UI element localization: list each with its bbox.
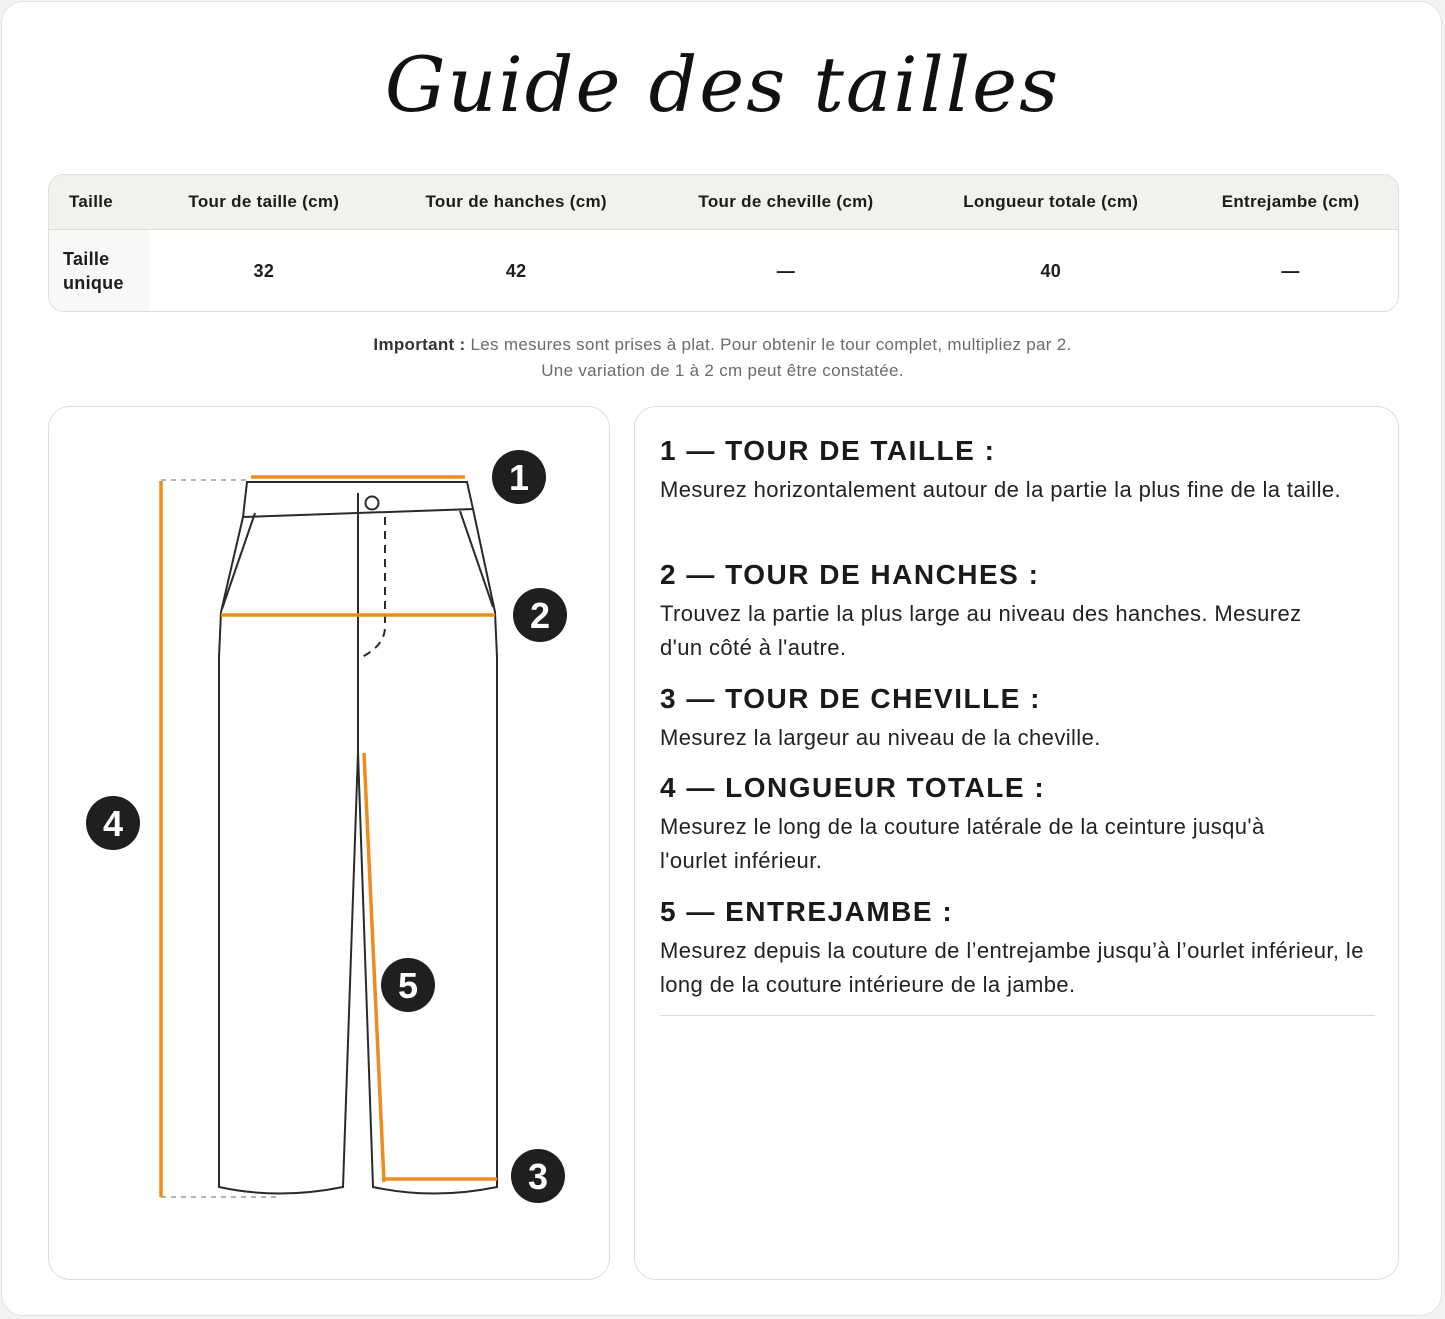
cell-ankle: — (776, 260, 796, 281)
size-table (48, 174, 1399, 312)
cell-hips: 42 (505, 260, 527, 281)
svg-text:5: 5 (397, 965, 419, 1006)
table-row (49, 230, 1398, 312)
marker-3 (511, 1149, 565, 1203)
note-label: Important : (373, 335, 466, 354)
header-size: Taille (69, 192, 114, 211)
cell-length: 40 (1040, 260, 1062, 281)
svg-text:4: 4 (102, 803, 124, 844)
section-length (660, 772, 1380, 878)
svg-text:3: 3 (527, 1156, 549, 1197)
size-guide-page (1, 1, 1442, 1316)
marker-2 (513, 588, 567, 642)
note-line-2: Une variation de 1 à 2 cm peut être constatée. (541, 361, 904, 380)
section-title: 4 — LONGUEUR TOTALE : (660, 772, 1046, 803)
pants-outline (219, 482, 497, 1194)
cell-inseam: — (1281, 260, 1300, 281)
pants-diagram (49, 407, 609, 1279)
header-hips: Tour de hanches (cm) (425, 192, 607, 211)
divider (660, 1015, 1375, 1016)
marker-5 (381, 958, 435, 1012)
section-inseam (660, 896, 1380, 1002)
note-line-1: Les mesures sont prises à plat. Pour obtenir le tour complet, multipliez par 2. (470, 335, 1072, 354)
section-text: Mesurez la largeur au niveau de la cheville. (660, 725, 1101, 750)
marker-1 (492, 450, 546, 504)
measurement-lines (161, 477, 497, 1197)
header-waist: Tour de taille (cm) (188, 192, 340, 211)
section-ankle (660, 683, 1380, 755)
cell-waist: 32 (253, 260, 275, 281)
measurement-note (2, 332, 1443, 384)
header-ankle: Tour de cheville (cm) (698, 192, 874, 211)
page-title: Guide des tailles (384, 40, 1061, 129)
cell-size: Taille unique (49, 230, 149, 312)
section-title: 2 — TOUR DE HANCHES : (660, 559, 1040, 590)
section-text: Mesurez horizontalement autour de la partie la plus fine de la taille. (660, 477, 1342, 502)
section-waist (660, 435, 1380, 507)
section-text: Mesurez depuis la couture de l’entrejambe jusqu’à l’ourlet inférieur, le long de la couture intérieure de la jambe. (660, 938, 1364, 997)
table-header-row (49, 175, 1398, 230)
section-text: Trouvez la partie la plus large au niveau des hanches. Mesurez d'un côté à l'autre. (660, 601, 1302, 660)
section-hips (660, 559, 1380, 665)
marker-4 (86, 796, 140, 850)
svg-text:1: 1 (508, 457, 530, 498)
instructions-card (634, 406, 1399, 1280)
pants-diagram-card (48, 406, 610, 1280)
section-title: 3 — TOUR DE CHEVILLE : (660, 683, 1041, 714)
section-title: 5 — ENTREJAMBE : (660, 896, 954, 927)
header-length: Longueur totale (cm) (963, 192, 1139, 211)
section-text: Mesurez le long de la couture latérale de la ceinture jusqu'à l'ourlet inférieur. (660, 814, 1265, 873)
svg-text:2: 2 (529, 595, 551, 636)
section-title: 1 — TOUR DE TAILLE : (660, 435, 996, 466)
header-inseam: Entrejambe (cm) (1221, 192, 1360, 211)
